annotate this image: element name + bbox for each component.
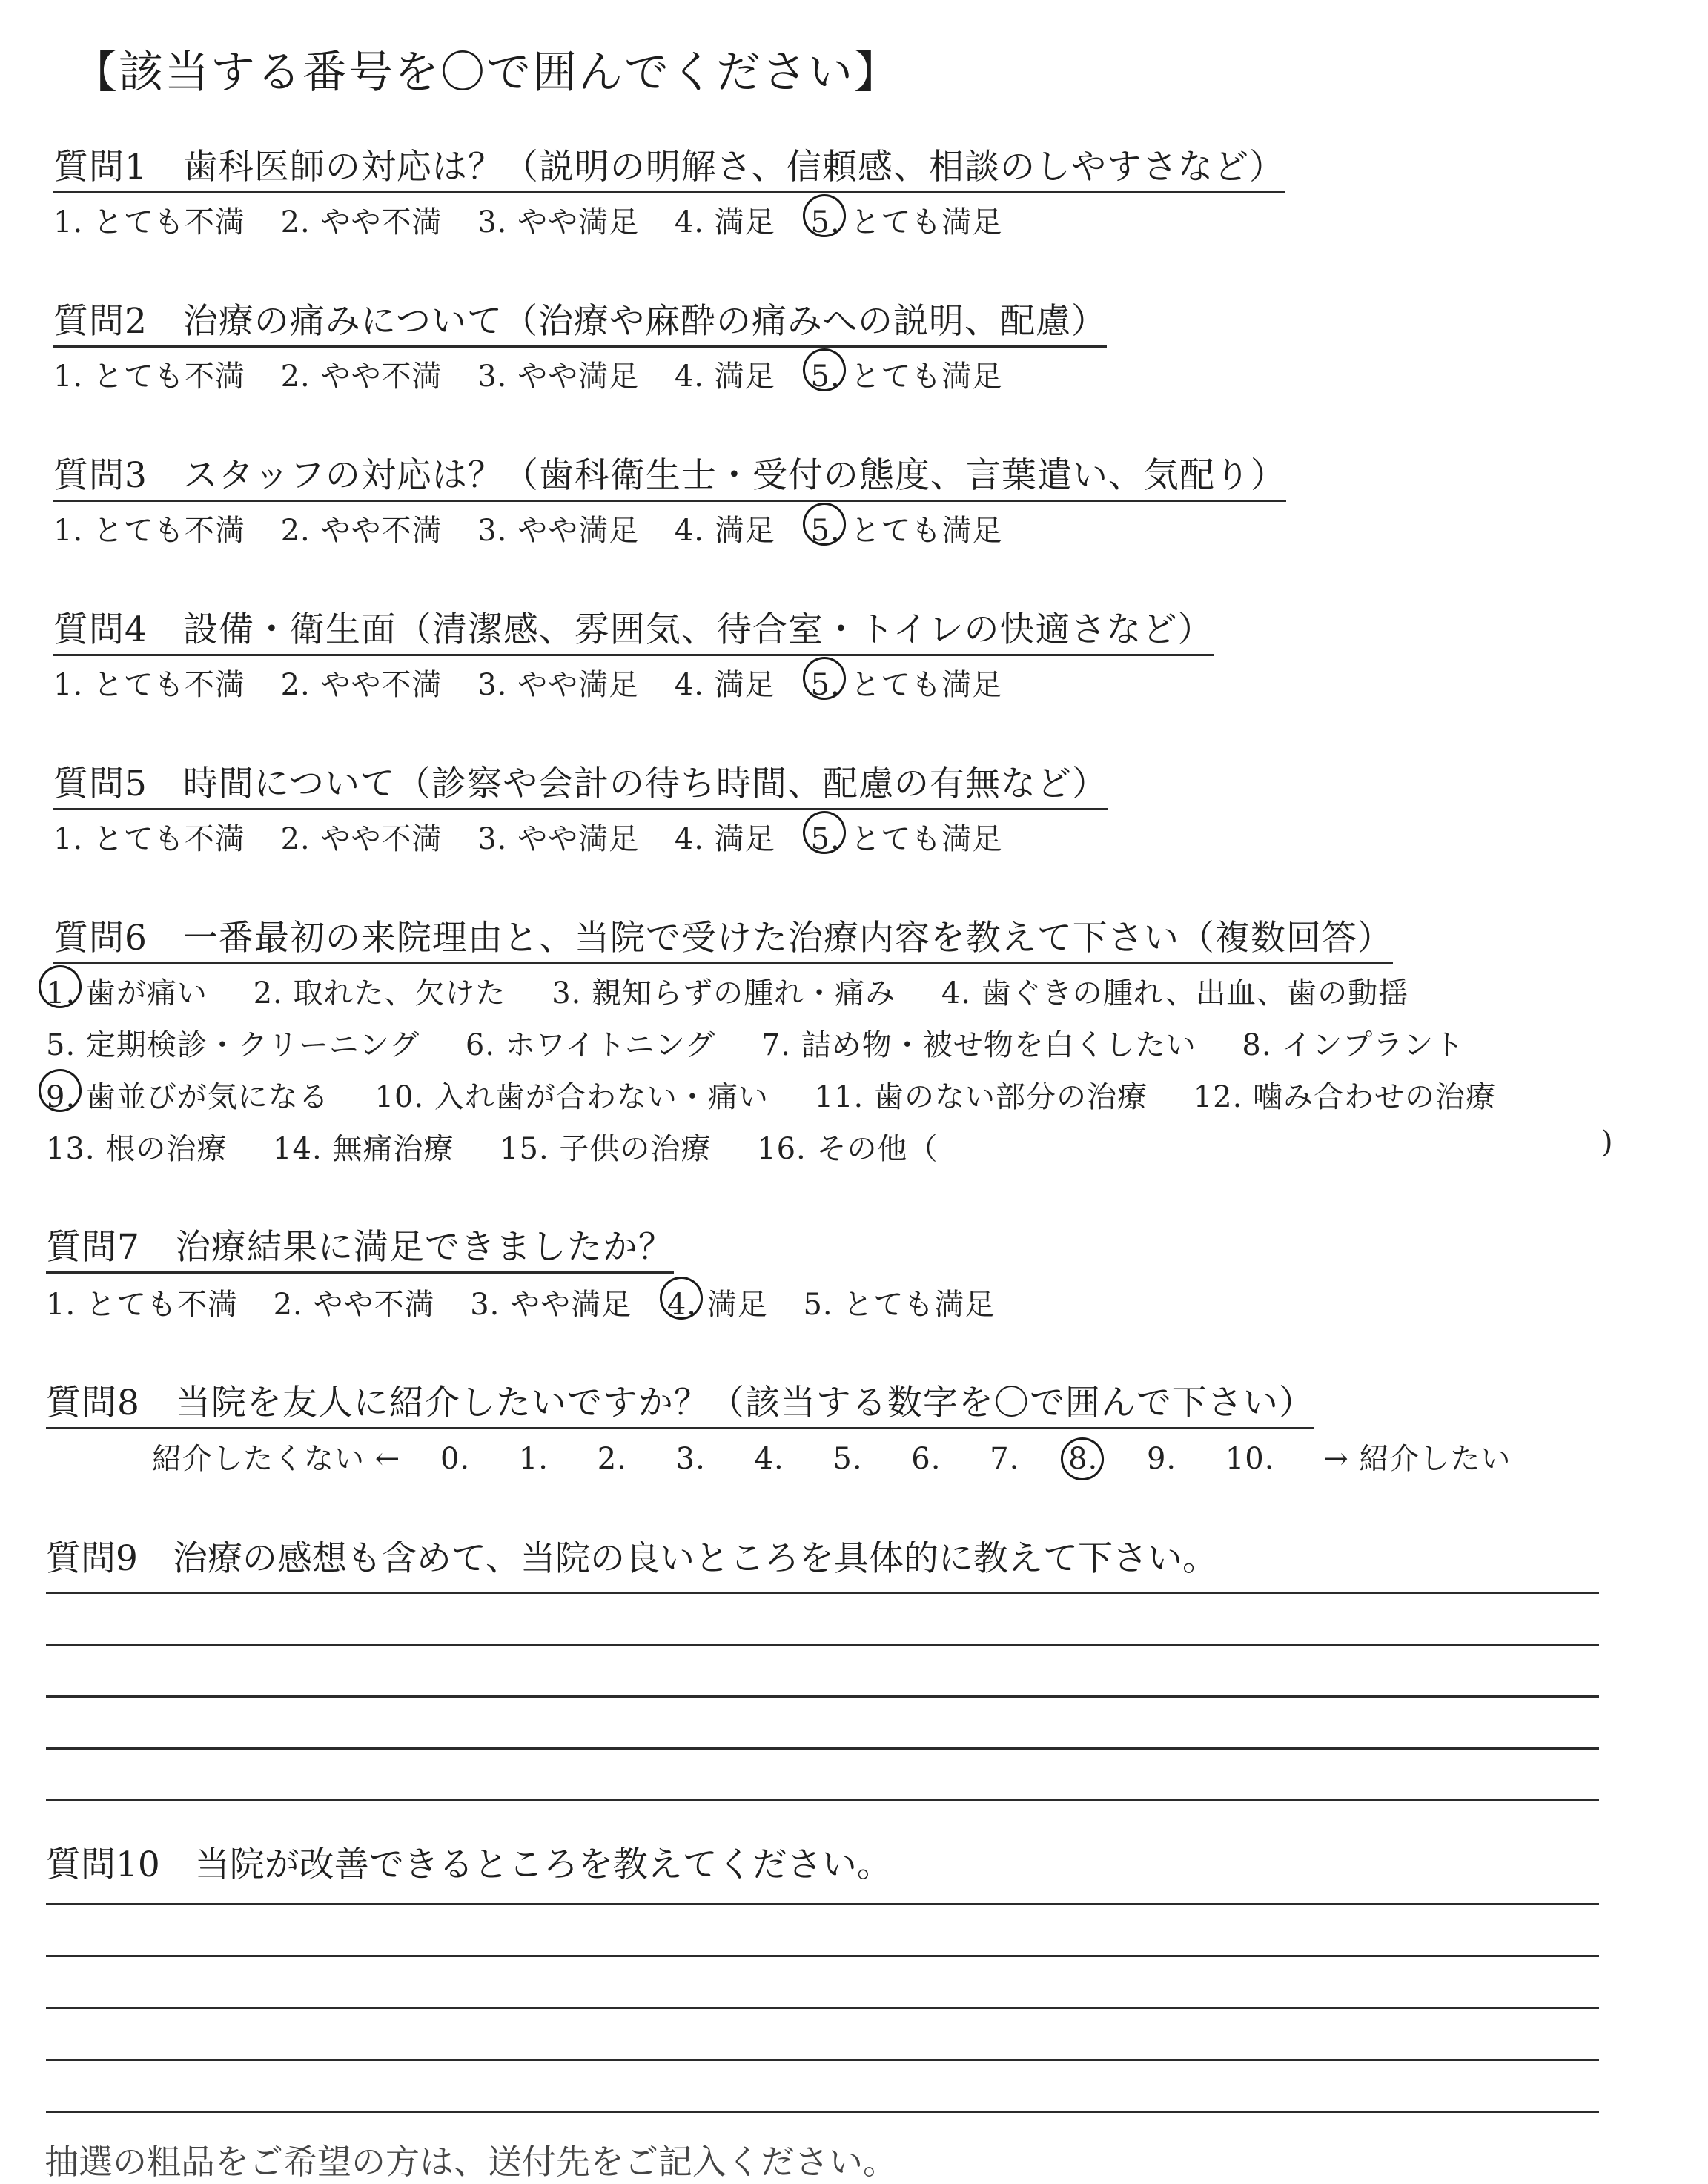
- question-9-answer-lines[interactable]: [46, 1542, 1599, 1801]
- question-6-row-3: [46, 1073, 1532, 1116]
- question-2-options: [53, 353, 1027, 395]
- q8-option-6[interactable]: 6.: [911, 1442, 941, 1476]
- q9-line-2[interactable]: [46, 1594, 1599, 1646]
- question-5-options: [53, 815, 1027, 858]
- q4-option-4[interactable]: 4. 満足: [674, 668, 775, 702]
- q2-option-1[interactable]: 1. とても不満: [53, 360, 245, 394]
- q1-option-1[interactable]: 1. とても不満: [53, 205, 245, 239]
- q6-option-14[interactable]: 14. 無痛治療: [273, 1132, 454, 1166]
- q6-option-3[interactable]: 3. 親知らずの腫れ・痛み: [552, 976, 896, 1010]
- question-9-label: 質問9 治療の感想も含めて、当院の良いところを具体的に教えて下さい。: [46, 1538, 1217, 1579]
- q10-line-3[interactable]: [46, 1957, 1599, 2009]
- q4-option-2[interactable]: 2. やや不満: [280, 668, 443, 702]
- q6-option-5[interactable]: 5. 定期検診・クリーニング: [46, 1028, 420, 1062]
- q6-option-11[interactable]: 11. 歯のない部分の治療: [814, 1080, 1148, 1114]
- q9-line-1[interactable]: [46, 1542, 1599, 1594]
- q3-option-4[interactable]: 4. 満足: [674, 514, 775, 548]
- q7-option-2[interactable]: 2. やや不満: [273, 1288, 435, 1322]
- q6-option-4[interactable]: 4. 歯ぐきの腫れ、出血、歯の動揺: [941, 976, 1409, 1010]
- question-6-row-4: [46, 1125, 973, 1168]
- question-10-label: 質問10 当院が改善できるところを教えてください。: [46, 1844, 892, 1885]
- q6-option-2[interactable]: 2. 取れた、欠けた: [253, 976, 506, 1010]
- q6-option-10[interactable]: 10. 入れ歯が合わない・痛い: [374, 1080, 769, 1114]
- q2-option-5-circled[interactable]: 5. とても満足: [810, 353, 1002, 395]
- q6-option-9-circled[interactable]: 9. 歯並びが気になる: [46, 1073, 329, 1116]
- q7-option-1[interactable]: 1. とても不満: [46, 1288, 238, 1322]
- q6-option-13[interactable]: 13. 根の治療: [46, 1132, 228, 1166]
- q8-option-7[interactable]: 7.: [990, 1442, 1020, 1476]
- q6-option-12[interactable]: 12. 噛み合わせの治療: [1193, 1080, 1497, 1114]
- q2-option-2[interactable]: 2. やや不満: [280, 360, 443, 394]
- question-6-label: 質問6 一番最初の来院理由と、当院で受けた治療内容を教えて下さい（複数回答）: [53, 910, 1393, 964]
- question-3-label: 質問3 スタッフの対応は？（歯科衛生士・受付の態度、言葉遣い、気配り）: [53, 448, 1286, 502]
- q7-option-5[interactable]: 5. とても満足: [803, 1288, 996, 1322]
- q4-option-5-circled[interactable]: 5. とても満足: [810, 661, 1002, 704]
- q9-line-4[interactable]: [46, 1698, 1599, 1750]
- q6-option-16[interactable]: 16. その他（: [757, 1132, 939, 1166]
- q5-option-2[interactable]: 2. やや不満: [280, 822, 443, 856]
- q3-option-1[interactable]: 1. とても不満: [53, 514, 245, 548]
- question-7-options: [46, 1281, 1020, 1323]
- q4-option-1[interactable]: 1. とても不満: [53, 668, 245, 702]
- q5-option-3[interactable]: 3. やや満足: [477, 822, 640, 856]
- q7-option-3[interactable]: 3. やや満足: [470, 1288, 632, 1322]
- q1-option-4[interactable]: 4. 満足: [674, 205, 775, 239]
- question-3-options: [53, 507, 1027, 549]
- question-6-row-2: [46, 1022, 1500, 1064]
- footer-note: 抽選の粗品をご希望の方は、送付先をご記入ください。: [44, 2142, 897, 2182]
- q8-option-3[interactable]: 3.: [675, 1442, 706, 1476]
- q8-option-0[interactable]: 0.: [440, 1442, 471, 1476]
- q1-option-3[interactable]: 3. やや満足: [477, 205, 640, 239]
- q6-option-6[interactable]: 6. ホワイトニング: [465, 1028, 716, 1062]
- q5-option-1[interactable]: 1. とても不満: [53, 822, 245, 856]
- q10-line-1[interactable]: [46, 1853, 1599, 1905]
- q8-left-label: 紹介したくない ←: [152, 1442, 401, 1476]
- question-1-options: [53, 199, 1027, 241]
- q8-option-4[interactable]: 4.: [754, 1442, 784, 1476]
- q10-line-2[interactable]: [46, 1905, 1599, 1957]
- q6-option-8[interactable]: 8. インプラント: [1242, 1028, 1465, 1062]
- q8-option-8-circled[interactable]: 8.: [1068, 1442, 1099, 1476]
- q8-option-1[interactable]: 1.: [518, 1442, 549, 1476]
- q6-option-7[interactable]: 7. 詰め物・被せ物を白くしたい: [761, 1028, 1196, 1062]
- q3-option-5-circled[interactable]: 5. とても満足: [810, 507, 1002, 549]
- q8-option-9[interactable]: 9.: [1146, 1442, 1177, 1476]
- q5-option-5-circled[interactable]: 5. とても満足: [810, 815, 1002, 858]
- q10-line-4[interactable]: [46, 2009, 1599, 2061]
- question-5-label: 質問5 時間について（診察や会計の待ち時間、配慮の有無など）: [53, 756, 1108, 810]
- question-2-label: 質問2 治療の痛みについて（治療や麻酔の痛みへの説明、配慮）: [53, 294, 1107, 348]
- q5-option-4[interactable]: 4. 満足: [674, 822, 775, 856]
- page-title: 【該当する番号を〇で囲んでください】: [73, 47, 900, 99]
- q9-line-3[interactable]: [46, 1646, 1599, 1698]
- q8-option-10[interactable]: 10.: [1225, 1442, 1275, 1476]
- q6-option-15[interactable]: 15. 子供の治療: [500, 1132, 712, 1166]
- question-6-row-1: [46, 970, 1444, 1012]
- question-7-label: 質問7 治療結果に満足できましたか？: [46, 1220, 674, 1274]
- q8-right-label: → 紹介したい: [1323, 1442, 1512, 1476]
- q10-line-5[interactable]: [46, 2061, 1599, 2113]
- q6-other-close-paren: ): [1601, 1125, 1614, 1159]
- question-4-options: [53, 661, 1027, 704]
- question-8-scale: [152, 1435, 1549, 1477]
- q4-option-3[interactable]: 3. やや満足: [477, 668, 640, 702]
- question-1-label: 質問1 歯科医師の対応は？（説明の明解さ、信頼感、相談のしやすさなど）: [53, 139, 1285, 193]
- question-8-label: 質問8 当院を友人に紹介したいですか？（該当する数字を〇で囲んで下さい）: [46, 1375, 1314, 1429]
- q7-option-4-circled[interactable]: 4. 満足: [667, 1281, 768, 1323]
- question-10-answer-lines[interactable]: [46, 1853, 1599, 2113]
- question-4-label: 質問4 設備・衛生面（清潔感、雰囲気、待合室・トイレの快適さなど）: [53, 602, 1214, 656]
- q8-option-5[interactable]: 5.: [833, 1442, 863, 1476]
- q3-option-3[interactable]: 3. やや満足: [477, 514, 640, 548]
- q1-option-5-circled[interactable]: 5. とても満足: [810, 199, 1002, 241]
- q1-option-2[interactable]: 2. やや不満: [280, 205, 443, 239]
- q2-option-4[interactable]: 4. 満足: [674, 360, 775, 394]
- q9-line-5[interactable]: [46, 1750, 1599, 1801]
- q2-option-3[interactable]: 3. やや満足: [477, 360, 640, 394]
- q6-option-1-circled[interactable]: 1. 歯が痛い: [46, 970, 208, 1012]
- q8-option-2[interactable]: 2.: [597, 1442, 627, 1476]
- q3-option-2[interactable]: 2. やや不満: [280, 514, 443, 548]
